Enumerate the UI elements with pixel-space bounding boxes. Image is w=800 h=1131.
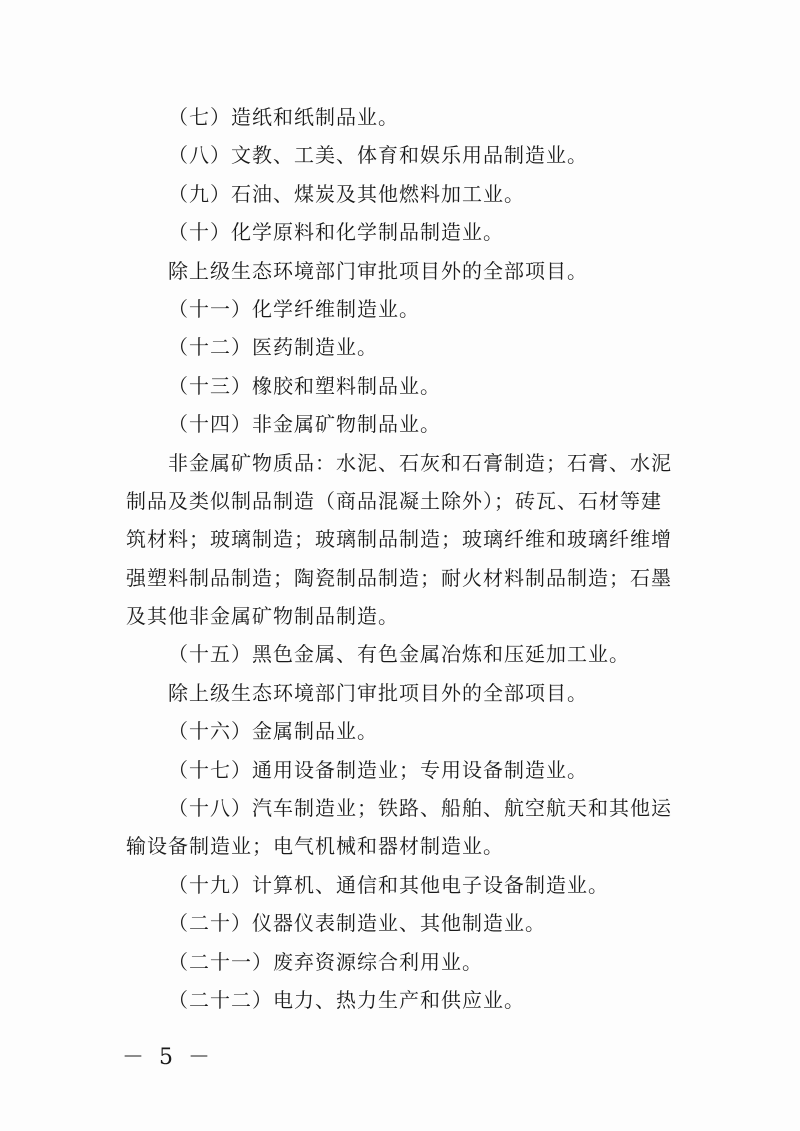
- page-number: － 5 －: [122, 1045, 214, 1070]
- list-item: （十一）化学纤维制造业。: [168, 296, 420, 321]
- list-item: （十八）汽车制造业；铁路、船舶、航空航天和其他运: [168, 796, 672, 821]
- body-paragraph-continuation: 输设备制造业；电气机械和器材制造业。: [126, 834, 504, 859]
- document-body: [126, 98, 672, 1019]
- list-item: （十）化学原料和化学制品制造业。: [168, 220, 504, 245]
- list-item: （十三）橡胶和塑料制品业。: [168, 373, 441, 398]
- body-paragraph: 除上级生态环境部门审批项目外的全部项目。: [168, 258, 588, 283]
- body-paragraph-continuation: 及其他非金属矿物制品制造。: [126, 604, 399, 629]
- list-item: （十二）医药制造业。: [168, 335, 378, 360]
- body-paragraph-continuation: 强塑料制品制造；陶瓷制品制造；耐火材料制品制造；石墨: [126, 565, 672, 590]
- list-item: （十四）非金属矿物制品业。: [168, 412, 441, 437]
- body-paragraph: 非金属矿物质品：水泥、石灰和石膏制造；石膏、水泥: [168, 450, 672, 475]
- list-item: （二十一）废弃资源综合利用业。: [168, 949, 483, 974]
- body-paragraph-continuation: 制品及类似制品制造（商品混凝土除外）；砖瓦、石材等建: [126, 488, 662, 513]
- list-item: （九）石油、煤炭及其他燃料加工业。: [168, 181, 525, 206]
- list-item: （十六）金属制品业。: [168, 719, 378, 744]
- list-item: （七）造纸和纸制品业。: [168, 105, 399, 129]
- list-item: （二十）仪器仪表制造业、其他制造业。: [168, 911, 546, 936]
- body-paragraph-continuation: 筑材料；玻璃制造；玻璃制品制造；玻璃纤维和玻璃纤维增: [126, 527, 672, 552]
- list-item: （十五）黑色金属、有色金属冶炼和压延加工业。: [168, 642, 630, 667]
- body-paragraph: 除上级生态环境部门审批项目外的全部项目。: [168, 680, 588, 705]
- list-item: （十七）通用设备制造业；专用设备制造业。: [168, 757, 588, 782]
- list-item: （八）文教、工美、体育和娱乐用品制造业。: [168, 143, 588, 168]
- list-item: （十九）计算机、通信和其他电子设备制造业。: [168, 872, 609, 897]
- list-item: （二十二）电力、热力生产和供应业。: [168, 987, 525, 1012]
